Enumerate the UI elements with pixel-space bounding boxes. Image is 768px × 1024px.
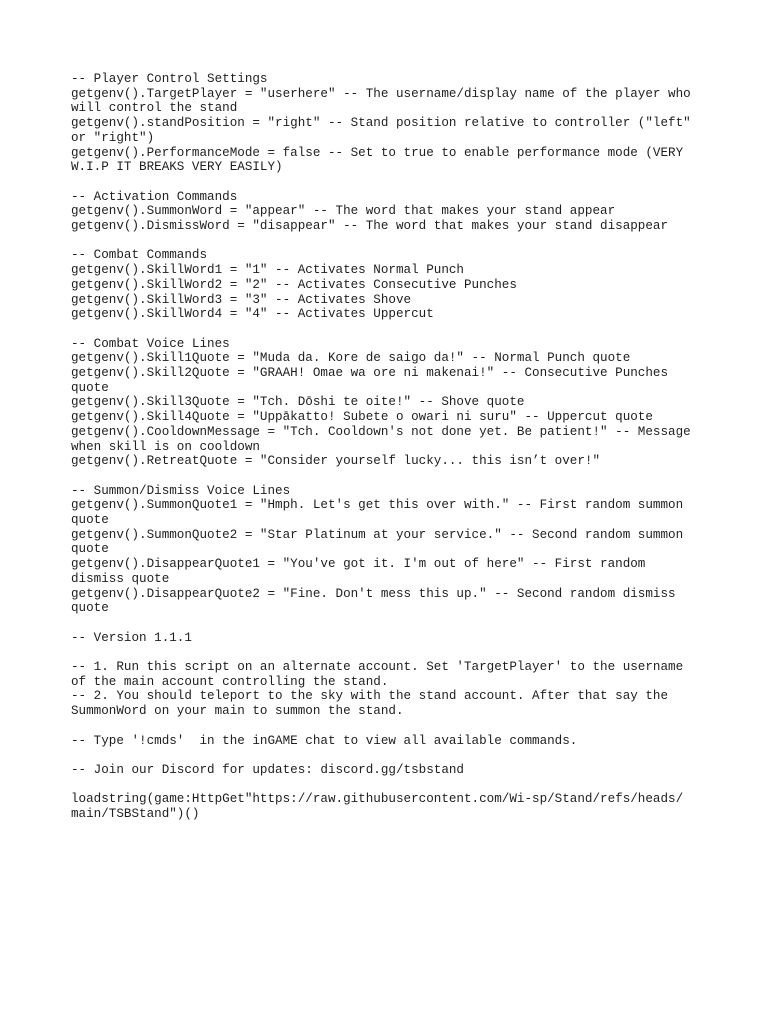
document-paragraph [71,660,701,719]
text-line: getgenv().SkillWord2 = "2" -- Activates Consecutive Punches [71,277,517,292]
document-paragraph [71,734,701,749]
text-line: getgenv().SummonWord = "appear" -- The word that makes your stand appear [71,204,616,219]
text-line: -- 1. Run this script on an alternate account. Set 'TargetPlayer' to the username [71,660,684,675]
text-line: getgenv().CooldownMessage = "Tch. Cooldown's not done yet. Be patient!" -- Message [71,424,691,439]
text-line: dismiss quote [71,571,170,586]
text-line: when skill is on cooldown [71,439,260,454]
text-line: of the main account controlling the stand. [71,674,389,689]
text-line: W.I.P IT BREAKS VERY EASILY) [71,160,283,175]
text-line: -- Combat Commands [71,248,208,263]
document-paragraph [71,484,701,616]
document-paragraph [71,792,701,821]
text-line: -- Combat Voice Lines [71,336,230,351]
text-line: -- Join our Discord for updates: discord.gg/tsbstand [71,762,464,777]
text-line: quote [71,513,109,528]
text-line: or "right") [71,130,155,145]
text-line: getgenv().TargetPlayer = "userhere" -- The username/display name of the player who [71,86,691,101]
text-line: getgenv().PerformanceMode = false -- Set to true to enable performance mode (VERY [71,145,684,160]
text-line: -- 2. You should teleport to the sky with the stand account. After that say the [71,689,669,704]
document-page [71,72,701,836]
text-line: getgenv().SummonQuote2 = "Star Platinum at your service." -- Second random summon [71,527,684,542]
text-line: -- Summon/Dismiss Voice Lines [71,483,291,498]
document-paragraph [71,763,701,778]
text-line: quote [71,380,109,395]
text-line: getgenv().SummonQuote1 = "Hmph. Let's get this over with." -- First random summon [71,498,684,513]
text-line: getgenv().SkillWord1 = "1" -- Activates Normal Punch [71,263,464,278]
text-line: getgenv().RetreatQuote = "Consider yourself lucky... this isn’t over!" [71,454,601,469]
document-paragraph [71,72,701,175]
text-line: quote [71,542,109,557]
text-line: main/TSBStand")() [71,807,200,822]
text-line: getgenv().DisappearQuote2 = "Fine. Don't mess this up." -- Second random dismiss [71,586,676,601]
document-paragraph [71,337,701,469]
text-line: -- Type '!cmds' in the inGAME chat to view all available commands. [71,733,578,748]
text-line: getgenv().DisappearQuote1 = "You've got it. I'm out of here" -- First random [71,557,646,572]
document-paragraph [71,190,701,234]
document-paragraph [71,631,701,646]
text-line: getgenv().Skill1Quote = "Muda da. Kore de saigo da!" -- Normal Punch quote [71,351,631,366]
text-line: getgenv().Skill4Quote = "Uppākatto! Subete o owari ni suru" -- Uppercut quote [71,410,653,425]
text-line: loadstring(game:HttpGet"https://raw.githubusercontent.com/Wi-sp/Stand/refs/heads/ [71,792,684,807]
text-line: -- Player Control Settings [71,72,268,86]
text-line: SummonWord on your main to summon the stand. [71,704,404,719]
text-line: will control the stand [71,101,238,116]
text-line: getgenv().Skill2Quote = "GRAAH! Omae wa ore ni makenai!" -- Consecutive Punches [71,366,669,381]
text-line: -- Activation Commands [71,189,238,204]
text-line: getgenv().DismissWord = "disappear" -- The word that makes your stand disappear [71,219,669,234]
document-paragraph [71,248,701,322]
text-line: getgenv().standPosition = "right" -- Stand position relative to controller ("left" [71,116,691,131]
text-line: getgenv().SkillWord3 = "3" -- Activates Shove [71,292,412,307]
text-line: -- Version 1.1.1 [71,630,192,645]
text-line: getgenv().SkillWord4 = "4" -- Activates Uppercut [71,307,434,322]
text-line: quote [71,601,109,616]
text-line: getgenv().Skill3Quote = "Tch. Dōshi te oite!" -- Shove quote [71,395,525,410]
